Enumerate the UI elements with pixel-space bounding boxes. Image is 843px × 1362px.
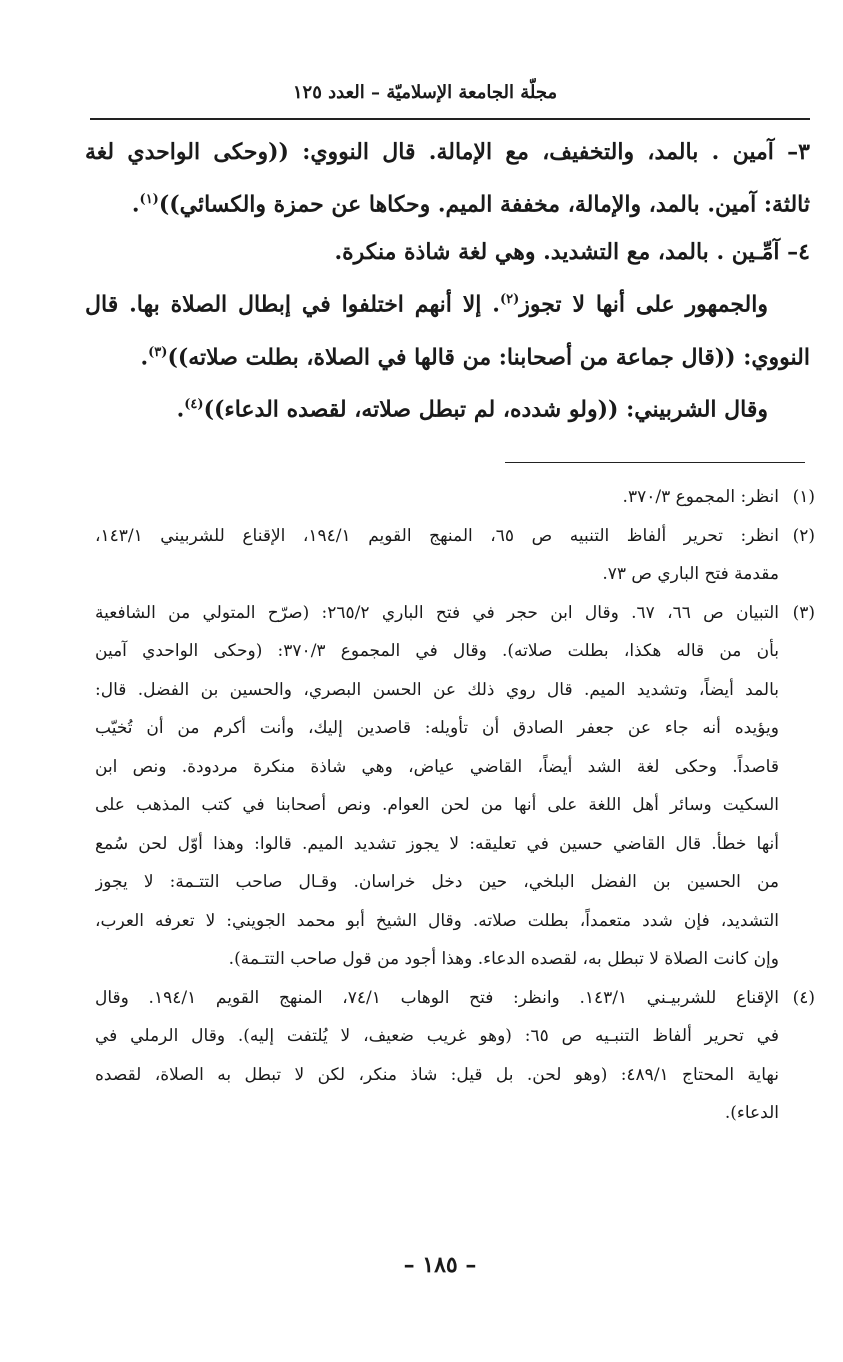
footnote-line: الإقناع للشربيـني ١٤٣/١. وانظر: فتح الوهاب ٧٤/١، المنهج القويم ١٩٤/١. وقال: [95, 987, 779, 1008]
footnote-body: [95, 517, 779, 594]
footnote-line: مقدمة فتح الباري ص ٧٣.: [602, 564, 779, 584]
main-line-text: والجمهور على أنها لا تجوز: [519, 291, 768, 318]
page-number: – ١٨٥ –: [403, 1252, 477, 1278]
footnote-line: بالمد أيضاً، وتشديد الميم. قال روي ذلك عن الحسن البصري، والحسين بن الفضل. قال:: [95, 679, 779, 700]
footnote-line: السكيت وسائر أهل اللغة على أنها من لحن العوام. ونص أصحابنا في كتب المذهب على: [95, 795, 779, 815]
main-line-text: النووي: ((قال جماعة من أصحابنا: من قالها في الصلاة، بطلت صلاته)): [167, 343, 810, 370]
footnote-ref: (١): [139, 192, 159, 207]
footnote: [95, 979, 815, 1133]
footnote-line: ويؤيده أنه جاء عن جعفر الصادق أن تأويله: قاصدين إليك، وأنت أكرم من أن تُخيّب: [95, 718, 779, 738]
main-line-text: . إلا أنهم اختلفوا في إبطال الصلاة بها. قال: [85, 291, 500, 318]
main-line: [85, 128, 810, 176]
footnote-line: من الحسين بن الفضل البلخي، حين دخل خراسان. وقـال صاحب التتـمة: لا يجوز: [95, 872, 779, 892]
footnote-line: انظر: المجموع ٣٧٠/٣.: [622, 487, 779, 507]
footnote-line: انظر: تحرير ألفاظ التنبيه ص ٦٥، المنهج القويم ١٩٤/١، الإقناع للشربيني ١٤٣/١،: [95, 525, 779, 546]
footnote-body: [95, 478, 779, 517]
footnotes: [95, 478, 815, 1133]
footnote-number: (٣): [792, 602, 815, 623]
footnote-line: أنها خطأ. قال القاضي حسين في تعليقه: لا يجوز تشديد الميم. قالوا: وهذا أوّل لحن سُمع: [95, 833, 779, 854]
footnote-line: التشديد، فإن شدد متعمداً، بطلت صلاته. وقال الشيخ أبو محمد الجويني: لا تعرفه العرب،: [95, 910, 779, 931]
main-line-text: ثالثة: آمين. بالمد، والإمالة، مخففة الميم. وحكاها عن حمزة والكسائي)): [158, 191, 810, 218]
footnote: [95, 594, 815, 979]
header-divider: [90, 118, 810, 120]
footnote-ref: (٤): [184, 396, 204, 412]
main-line-text: ٤– آمِّـين . بالمد، مع التشديد. وهي لغة شاذة منكرة.: [334, 239, 810, 266]
footnote-ref: (٣): [148, 344, 168, 360]
main-text: [85, 128, 810, 433]
footnote-line: التبيان ص ٦٦، ٦٧. وقال ابن حجر في فتح الباري ٢٦٥/٢: (صرّح المتولي من الشافعية: [95, 602, 779, 623]
footnote-number: (٢): [792, 525, 815, 546]
main-line: [85, 381, 810, 433]
footnote-body: [95, 594, 779, 979]
running-header: مجلّة الجامعة الإسلاميّة – العدد ١٢٥: [292, 82, 558, 103]
footnote-number: (١): [792, 487, 815, 507]
main-line-text: وقال الشربيني: ((ولو شدده، لم تبطل صلاته، لقصده الدعاء)): [203, 396, 768, 423]
footnote-line: بأن من قاله هكذا، بطلت صلاته). وقال في المجموع ٣٧٠/٣: (وحكى الواحدي آمين: [95, 641, 779, 661]
footnote-divider: [505, 462, 805, 463]
main-line: [85, 228, 810, 276]
footnote-ref: (٢): [499, 292, 520, 308]
main-line: [85, 176, 810, 228]
main-line-text: .: [176, 396, 185, 423]
footnote-line: في تحرير ألفاظ التنبـيه ص ٦٥: (وهو غريب ضعيف، لا يُلتفت إليه). وقال الرملي في: [95, 1026, 779, 1046]
footnote-number: (٤): [792, 987, 815, 1008]
footnote-line: قاصداً. وحكى لغة الشد أيضاً، القاضي عياض، وهي شاذة منكرة مردودة. ونص ابن: [95, 756, 779, 777]
footnote: [95, 517, 815, 594]
footnote-body: [95, 979, 779, 1133]
footnote-line: نهاية المحتاج ٤٨٩/١: (وهو لحن. بل قيل: شاذ منكر، لكن لا تبطل به الصلاة، لقصده: [95, 1064, 779, 1085]
main-line-text: ٣– آمين . بالمد، والتخفيف، مع الإمالة. قال النووي: ((وحكى الواحدي لغة: [85, 139, 810, 165]
main-line-text: .: [131, 191, 140, 218]
main-line: [85, 276, 810, 328]
footnote-line: الدعاء).: [724, 1103, 779, 1123]
main-line: [85, 329, 810, 381]
main-line-text: .: [140, 343, 149, 370]
footnote: [95, 478, 815, 517]
footnote-line: وإن كانت الصلاة لا تبطل به، لقصده الدعاء. وهذا أجود من قول صاحب التتـمة).: [228, 949, 779, 969]
